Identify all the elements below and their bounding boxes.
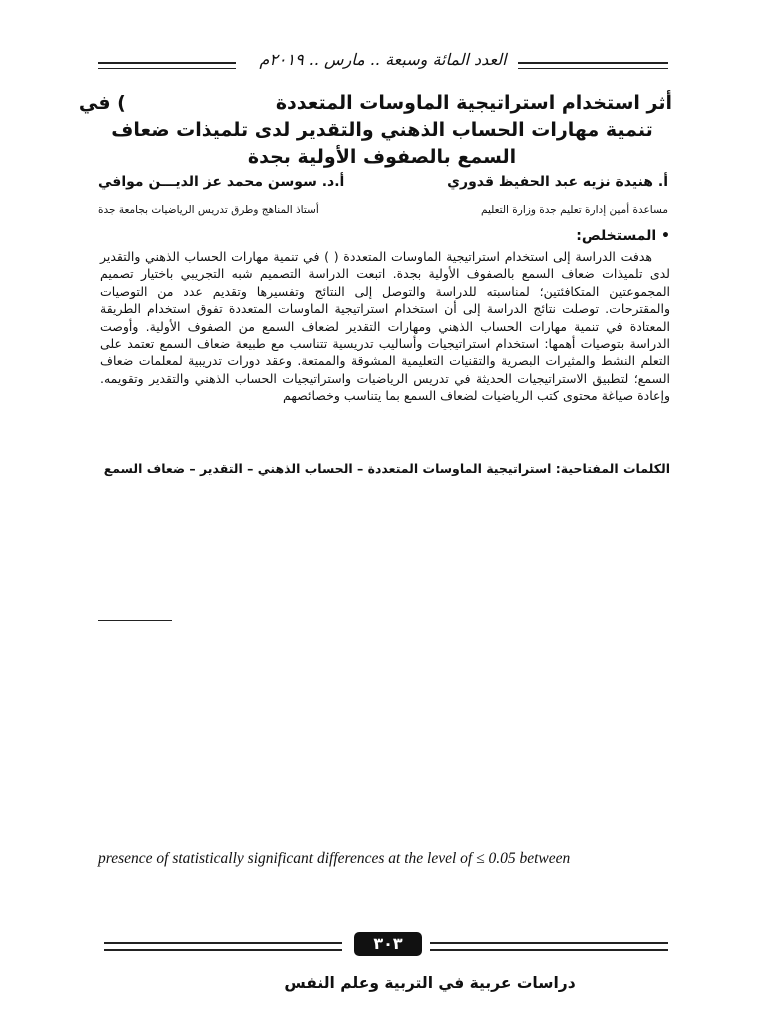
journal-footer: دراسات عربية في التربية وعلم النفس	[284, 974, 576, 992]
title-line-3: السمع بالصفوف الأولية بجدة	[247, 146, 517, 168]
page-number-bar	[104, 932, 668, 958]
header-rule-left	[98, 62, 236, 69]
author-2: أ.د. سوسن محمد عز الديـــن موافي	[98, 174, 345, 190]
article-title	[78, 90, 672, 171]
footnote-separator	[98, 620, 172, 621]
abstract-heading: • المستخلص:	[576, 228, 670, 244]
title-line-1-start: أثر استخدام استراتيجية الماوسات المتعددة	[275, 92, 672, 114]
abstract-body	[100, 248, 670, 405]
abstract-paragraph: هدفت الدراسة إلى استخدام استراتيجية الماوسات المتعددة ( ) في تنمية مهارات الحساب الذهني والتقدير لدى تلميذات ضعاف السمع بالصفوف الأولية بجدة. اتبعت الدراسة التصميم شبه التجريبي باختيار تصميم المجموعتين المتكافئتين؛ لمناسبته للدراسة والتوصل إلى النتائج وتفسيرها وتقديم عدد من التوصيات والمقترحات. توصلت نتائج الدراسة إلى أن استخدام استراتيجية الماوسات المتعددة تفوق استخدام الطريقة المعتادة في تنمية مهارات الحساب الذهني ومهارات التقدير لضعاف السمع من الصفوف الأولية. وأوصت الدراسة بتوصيات أهمها: استخدام استراتيجيات وأساليب تدريسية تتناسب مع طبيعة ضعاف السمع تعتمد على التعلم النشط والمثيرات البصرية والتقنيات التعليمية المشوقة والممتعة. وعقد دورات تدريبية لمعلمات ضعاف السمع؛ لتطبيق الاستراتيجيات الحديثة في تدريس الرياضيات واستراتيجيات الحساب الذهني والتقدير وتقويمه. وإعادة صياغة محتوى كتب الرياضيات لضعاف السمع بما يتناسب وخصائصهم	[100, 249, 670, 404]
affiliation-2: أستاذ المناهج وطرق تدريس الرياضيات بجامعة جدة	[98, 204, 319, 216]
author-1: أ. هنيدة نزيه عبد الحفيظ قدوري	[447, 174, 668, 190]
page-number: ٣٠٣	[354, 932, 422, 956]
running-header	[98, 48, 668, 76]
english-text-line: presence of statistically significant differences at the level of ≤ 0.05 between	[98, 850, 571, 867]
title-line-2: تنمية مهارات الحساب الذهني والتقدير لدى تلميذات ضعاف	[111, 119, 653, 141]
affiliation-1: مساعدة أمين إدارة تعليم جدة وزارة التعليم	[480, 204, 668, 216]
title-line-1-end: ) في	[78, 92, 126, 114]
page-rule-right	[430, 942, 668, 951]
keywords: الكلمات المفتاحية: استراتيجية الماوسات المتعددة – الحساب الذهني – التقدير – ضعاف السمع	[103, 461, 670, 476]
authors	[98, 174, 668, 196]
page-rule-left	[104, 942, 342, 951]
issue-label: العدد المائة وسبعة .. مارس .. ٢٠١٩م	[259, 50, 507, 69]
affiliations	[98, 204, 668, 222]
title-line-1	[78, 90, 672, 117]
